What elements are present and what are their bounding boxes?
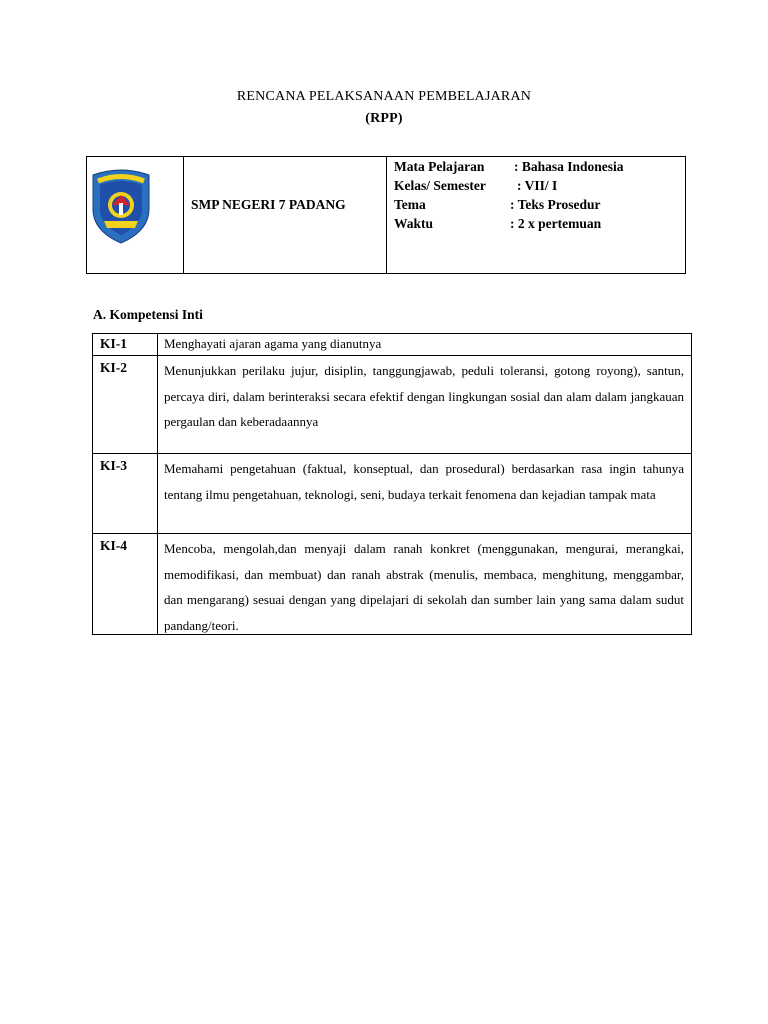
ki-code: KI-3: [100, 458, 127, 473]
ki-code: KI-2: [100, 360, 127, 375]
table-row: [93, 534, 691, 634]
table-row: [93, 454, 691, 534]
document-title: RENCANA PELAKSANAAN PEMBELAJARAN: [236, 89, 532, 104]
document-subtitle: (RPP): [365, 111, 403, 126]
table-row: [93, 356, 691, 454]
ki-text: Menunjukkan perilaku jujur, disiplin, tanggungjawab, peduli toleransi, gotong royong), santun, percaya diri, dalam berinteraksi secara efektif dengan lingkungan sosial dan alam dalam jangkauan pergaulan dan keberadaannya: [164, 363, 684, 429]
ki-text: Menghayati ajaran agama yang dianutnya: [164, 336, 382, 351]
ki-text: Mencoba, mengolah,dan menyaji dalam ranah konkret (menggunakan, mengurai, merangkai, memodifikasi, dan membuat) dan ranah abstrak (menulis, membaca, menghitung, menggambar, dan mengarang) sesuai dengan yang dipelajari di sekolah dan sumber lain yang sama dalam sudut pandang/teori.: [164, 541, 684, 633]
info-label: Kelas/ Semester: [394, 178, 486, 193]
info-label: Tema: [394, 197, 426, 212]
logo-cell: [87, 157, 184, 273]
info-value: : Bahasa Indonesia: [514, 159, 624, 174]
school-cell: [184, 157, 387, 273]
ki-text: Memahami pengetahuan (faktual, konseptual, dan prosedural) berdasarkan rasa ingin tahunya tentang ilmu pengetahuan, teknologi, seni, budaya terkait fenomena dan kejadian tampak mata: [164, 461, 684, 502]
table-row: [93, 334, 691, 356]
kompetensi-inti-table: [92, 333, 692, 635]
info-value: : Teks Prosedur: [510, 197, 601, 212]
header-table: [86, 156, 686, 274]
info-label: Mata Pelajaran: [394, 159, 485, 174]
school-name: SMP NEGERI 7 PADANG: [191, 197, 346, 212]
ki-code: KI-4: [100, 538, 127, 553]
info-value: : VII/ I: [517, 178, 558, 193]
info-label: Waktu: [394, 216, 434, 231]
section-heading: A. Kompetensi Inti: [93, 307, 203, 322]
ki-code: KI-1: [100, 336, 127, 351]
info-cell: [387, 157, 685, 273]
info-value: : 2 x pertemuan: [510, 216, 602, 231]
school-crest-icon: [90, 165, 152, 245]
